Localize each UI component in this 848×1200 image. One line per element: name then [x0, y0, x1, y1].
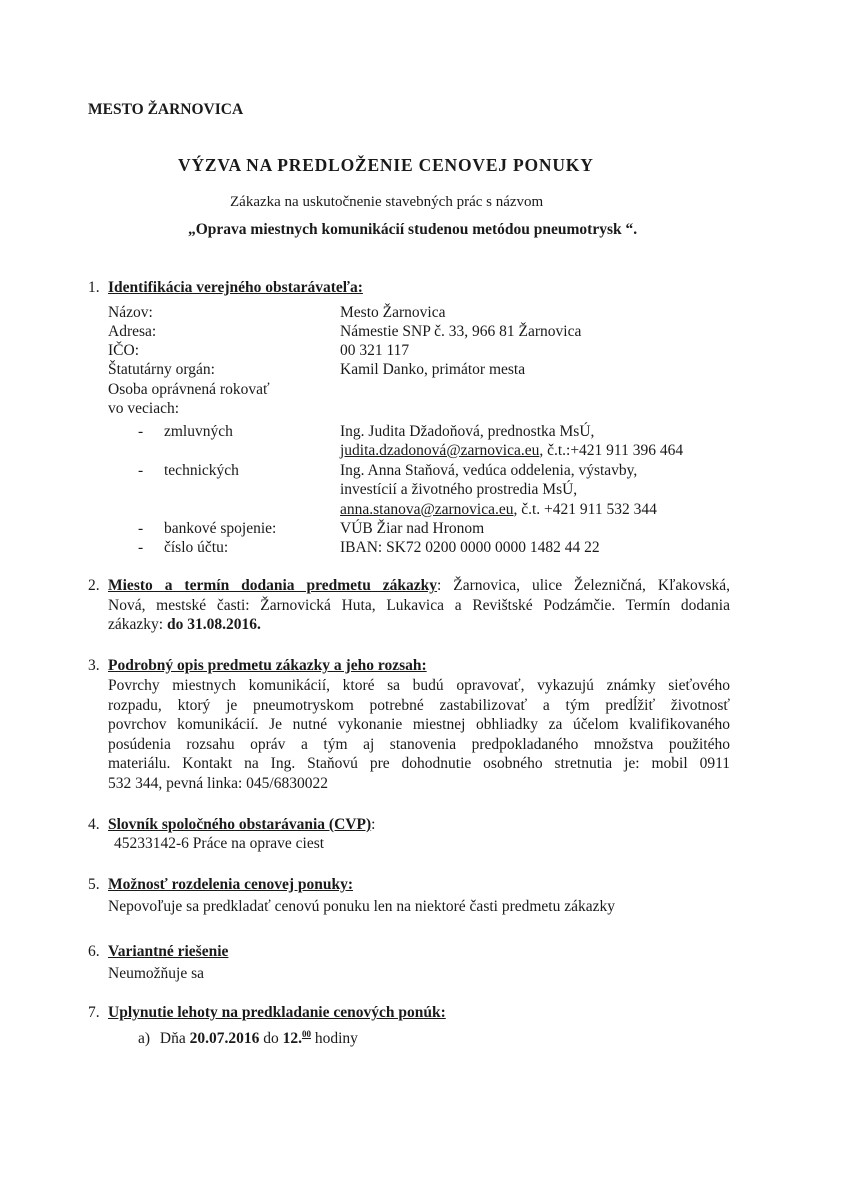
name-label: Názov:	[108, 304, 153, 321]
cpv-code: 45233142-6 Práce na oprave ciest	[114, 835, 325, 852]
deadline-prefix: Dňa	[159, 1030, 190, 1047]
section-2-line-3	[108, 615, 730, 635]
section-1-number: 1.	[88, 279, 100, 296]
section-3-heading: Podrobný opis predmetu zákazky a jeho rozsah:	[108, 657, 427, 674]
section-6-heading: Variantné riešenie	[108, 943, 229, 960]
section-3-line: Povrchy miestnych komunikácií, ktoré sa budú opravovať, vykazujú známky sieťového	[108, 677, 730, 694]
contract-person: Ing. Judita Džadoňová, prednostka MsÚ,	[340, 423, 595, 440]
ico-label: IČO:	[108, 342, 139, 359]
technical-person: Ing. Anna Staňová, vedúca oddelenia, výstavby,	[340, 462, 638, 479]
submission-deadline	[138, 1025, 358, 1049]
bank-value: VÚB Žiar nad Hronom	[340, 520, 485, 537]
account-value: IBAN: SK72 0200 0000 0000 1482 44 22	[340, 539, 600, 556]
contract-subject: „Oprava miestnych komunikácií studenou metódou pneumotrysk “.	[188, 221, 638, 238]
page-subtitle: Zákazka na uskutočnenie stavebných prác s názvom	[230, 194, 544, 210]
authorized-label-2: vo veciach:	[108, 400, 180, 417]
contract-contact	[340, 441, 683, 461]
account-dash: -	[138, 539, 144, 556]
city-header: MESTO ŽARNOVICA	[88, 101, 244, 118]
statutory-label: Štatutárny orgán:	[108, 361, 215, 378]
section-2-heading: Miesto a termín dodania predmetu zákazky	[108, 577, 438, 594]
technical-phone: , č.t. +421 911 532 344	[513, 501, 657, 518]
contract-dash: -	[138, 423, 144, 440]
contract-label: zmluvných	[164, 423, 233, 440]
bank-label: bankové spojenie:	[164, 520, 277, 537]
technical-label: technických	[164, 462, 239, 479]
section-3-line: materiálu. Kontakt na Ing. Staňovú pre dohodnutie osobného stretnutia je: mobil 0911	[108, 755, 730, 772]
section-6-text: Neumožňuje sa	[108, 965, 204, 982]
technical-contact	[340, 500, 657, 520]
section-2-line-1	[108, 576, 730, 596]
section-6-number: 6.	[88, 943, 100, 960]
deadline-date: 20.07.2016	[189, 1030, 260, 1047]
section-2-number: 2.	[88, 577, 100, 594]
section-4-colon: :	[371, 816, 376, 833]
technical-email-link[interactable]: anna.stanova@zarnovica.eu	[340, 501, 514, 518]
section-4-heading: Slovník spoločného obstarávania (CVP)	[108, 816, 372, 833]
address-value: Námestie SNP č. 33, 966 81 Žarnovica	[340, 323, 582, 340]
technical-dash: -	[138, 462, 144, 479]
deadline-suffix: hodiny	[311, 1030, 358, 1047]
section-3-line: povrchov komunikácií. Je nutné vykonanie miestnej obhliadky za účelom kvalifikovaného	[108, 716, 730, 733]
ico-value: 00 321 117	[340, 342, 410, 359]
section-5-text: Nepovoľuje sa predkladať cenovú ponuku len na niektoré časti predmetu zákazky	[108, 898, 616, 915]
contract-phone: , č.t.:+421 911 396 464	[539, 442, 684, 459]
section-7-heading: Uplynutie lehoty na predkladanie cenových ponúk:	[108, 1004, 446, 1021]
deadline-time-minutes: 00	[302, 1029, 311, 1039]
section-4-number: 4.	[88, 816, 100, 833]
address-label: Adresa:	[108, 323, 157, 340]
section-4-title	[108, 815, 730, 835]
section-3-body	[108, 676, 730, 793]
deadline-time: 12.	[282, 1030, 302, 1047]
authorized-label: Osoba oprávnená rokovať	[108, 381, 270, 398]
contract-email-link[interactable]: judita.dzadonová@zarnovica.eu	[340, 442, 540, 459]
page-title: VÝZVA NA PREDLOŽENIE CENOVEJ PONUKY	[178, 155, 594, 175]
section-2-location: : Žarnovica, ulice Železničná, Kľakovská,	[437, 577, 731, 594]
section-3-line: rozpadu, ktorý je pneumotryskom potrebné zastabilizovať a tým predĺžiť životnosť	[108, 696, 730, 714]
section-3-line: posúdenia rozsahu opráv a tým aj stanovenia predpokladaného množstva použitého	[108, 735, 730, 753]
section-5-number: 5.	[88, 876, 100, 893]
deadline-mid: do	[259, 1030, 283, 1047]
section-5-heading: Možnosť rozdelenia cenovej ponuky:	[108, 876, 354, 893]
item-marker: a)	[138, 1030, 151, 1047]
account-label: číslo účtu:	[164, 539, 229, 556]
name-value: Mesto Žarnovica	[340, 304, 446, 321]
section-1-heading: Identifikácia verejného obstarávateľa:	[108, 279, 363, 296]
section-3-number: 3.	[88, 657, 100, 674]
section-2-body	[108, 576, 730, 635]
section-2-deadline-label: zákazky:	[108, 616, 167, 633]
section-2-deadline: do 31.08.2016.	[166, 616, 261, 633]
section-2-line-2: Nová, mestské časti: Žarnovická Huta, Lukavica a Revištské Podzámčie. Termín dodania	[108, 596, 730, 614]
section-7-number: 7.	[88, 1004, 100, 1021]
section-3-line: 532 344, pevná linka: 045/6830022	[108, 774, 328, 792]
bank-dash: -	[138, 520, 144, 537]
statutory-value: Kamil Danko, primátor mesta	[340, 361, 526, 378]
technical-department: investícií a životného prostredia MsÚ,	[340, 481, 578, 498]
